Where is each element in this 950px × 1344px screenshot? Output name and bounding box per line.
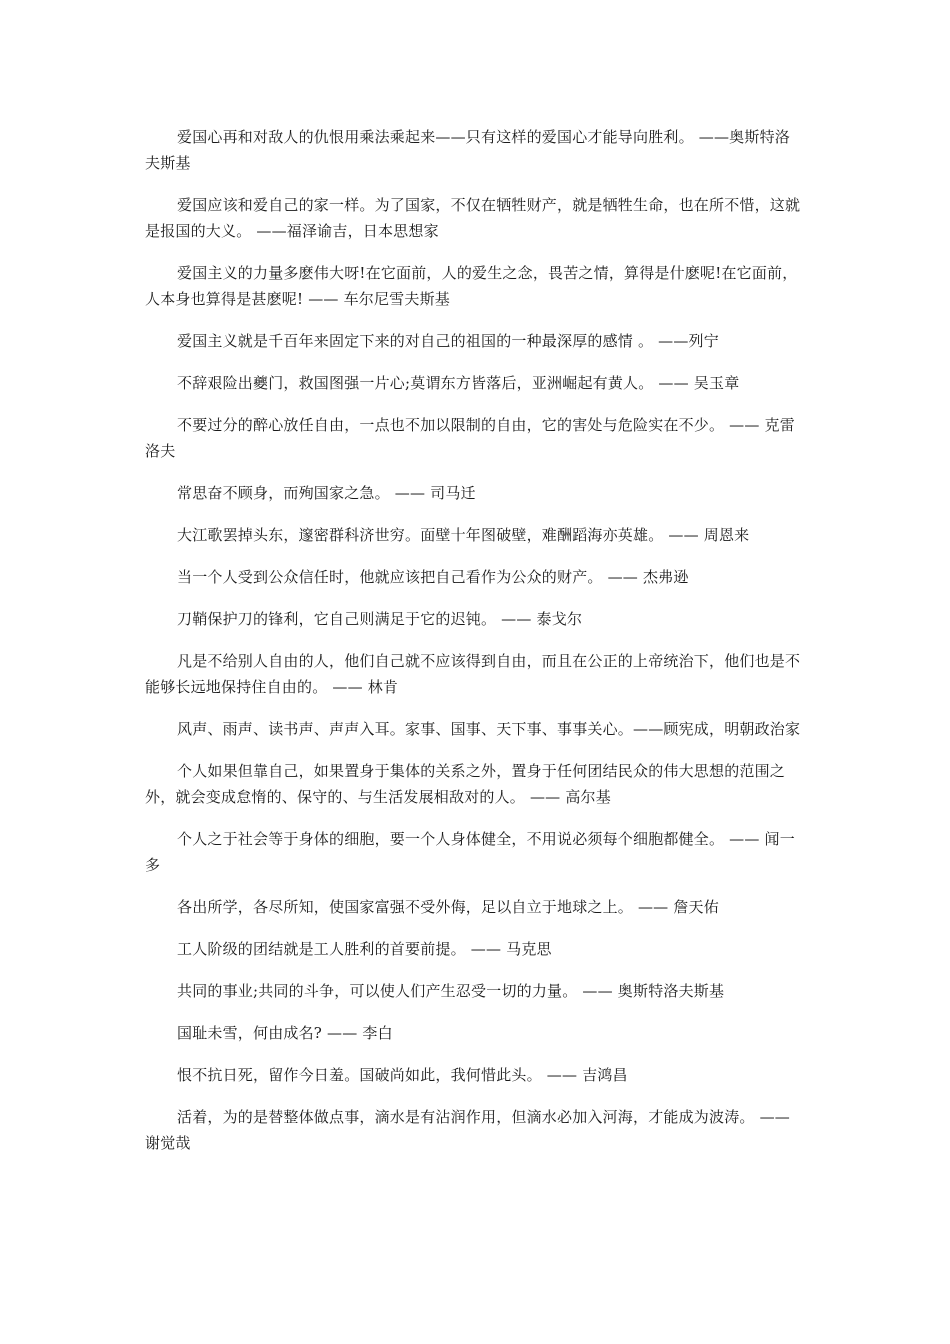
quote-paragraph: 个人之于社会等于身体的细胞，要一个人身体健全，不用说必须每个细胞都健全。 —— 闻一多	[145, 830, 795, 874]
quote-paragraph: 各出所学，各尽所知，使国家富强不受外侮，足以自立于地球之上。 —— 詹天佑	[177, 898, 719, 916]
quote-paragraph: 凡是不给别人自由的人，他们自己就不应该得到自由，而且在公正的上帝统治下，他们也是不能够长远地保持住自由的。 —— 林肯	[145, 652, 801, 696]
quote-paragraph: 当一个人受到公众信任时，他就应该把自己看作为公众的财产。 —— 杰弗逊	[177, 568, 689, 586]
quote-paragraph: 工人阶级的团结就是工人胜利的首要前提。 —— 马克思	[177, 940, 552, 958]
quote-paragraph: 大江歌罢掉头东，邃密群科济世穷。面壁十年图破壁，难酬蹈海亦英雄。 —— 周恩来	[177, 526, 750, 544]
quote-paragraph: 爱国主义的力量多麽伟大呀!在它面前，人的爱生之念，畏苦之情，算得是什麽呢!在它面前，人本身也算得是甚麽呢! —— 车尔尼雪夫斯基	[145, 264, 798, 308]
quote-paragraph: 不辞艰险出夔门，救国图强一片心;莫谓东方皆落后，亚洲崛起有黄人。 —— 吴玉章	[177, 374, 740, 392]
quote-paragraph: 国耻未雪，何由成名? —— 李白	[177, 1024, 393, 1042]
quote-paragraph: 爱国心再和对敌人的仇恨用乘法乘起来——只有这样的爱国心才能导向胜利。 ——奥斯特洛夫斯基	[145, 128, 790, 172]
quote-paragraph: 爱国应该和爱自己的家一样。为了国家，不仅在牺牲财产，就是牺牲生命，也在所不惜，这就是报国的大义。 ——福泽谕吉，日本思想家	[145, 196, 801, 240]
quote-paragraph: 常思奋不顾身，而殉国家之急。 —— 司马迁	[177, 484, 476, 502]
quote-paragraph: 活着，为的是替整体做点事，滴水是有沾润作用，但滴水必加入河海，才能成为波涛。 —— 谢觉哉	[145, 1108, 790, 1152]
quote-paragraph: 风声、雨声、读书声、声声入耳。家事、国事、天下事、事事关心。——顾宪成，明朝政治家	[177, 720, 801, 738]
quote-paragraph: 恨不抗日死，留作今日羞。国破尚如此，我何惜此头。 —— 吉鸿昌	[177, 1066, 628, 1084]
quote-paragraph: 个人如果但靠自己，如果置身于集体的关系之外，置身于任何团结民众的伟大思想的范围之外，就会变成怠惰的、保守的、与生活发展相敌对的人。 —— 高尔基	[145, 762, 786, 806]
quote-paragraph: 不要过分的醉心放任自由，一点也不加以限制的自由，它的害处与危险实在不少。 —— 克雷洛夫	[145, 416, 795, 460]
quote-paragraph: 刀鞘保护刀的锋利，它自己则满足于它的迟钝。 —— 泰戈尔	[177, 610, 583, 628]
quote-paragraph: 共同的事业;共同的斗争，可以使人们产生忍受一切的力量。 —— 奥斯特洛夫斯基	[177, 982, 725, 1000]
quote-paragraph: 爱国主义就是千百年来固定下来的对自己的祖国的一种最深厚的感情 。 ——列宁	[177, 332, 719, 350]
document-page	[145, 124, 805, 1172]
